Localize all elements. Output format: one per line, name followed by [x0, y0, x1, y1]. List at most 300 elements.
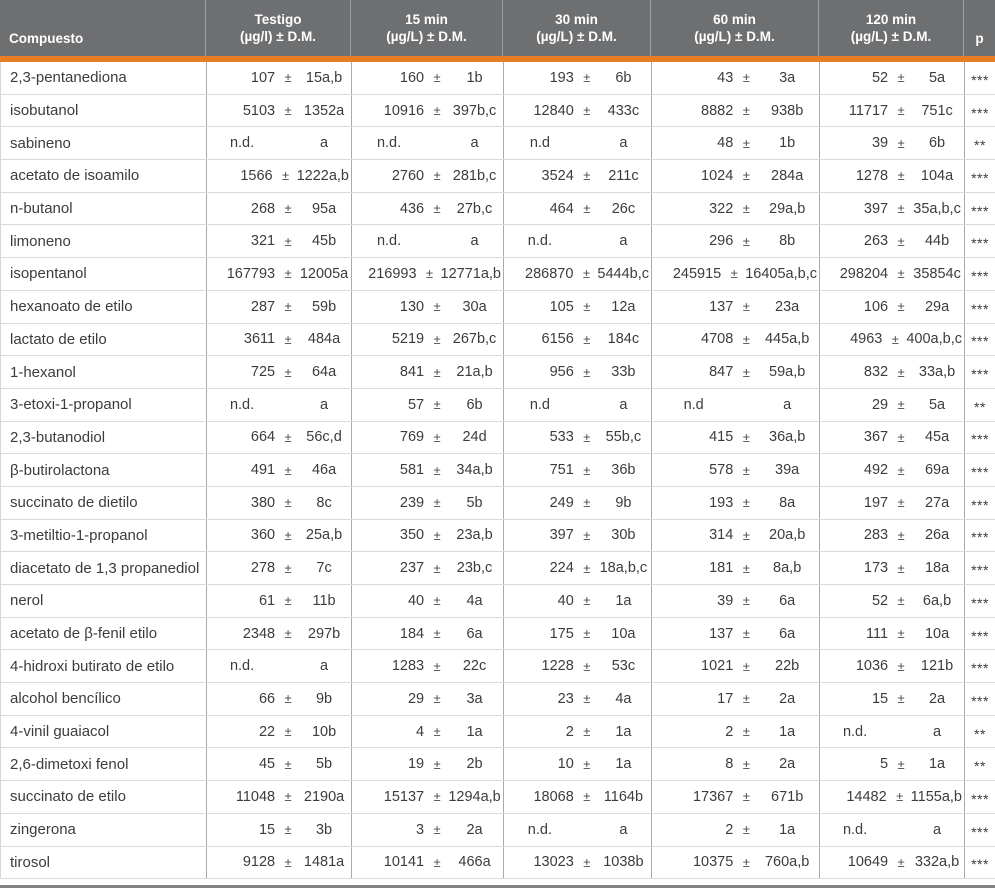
value-text: 956: [549, 364, 574, 381]
group-header-line2: (µg/L) ± D.M.: [694, 29, 775, 44]
measurement-cell: [651, 62, 819, 94]
measurement-cell: [206, 748, 351, 780]
deviation-text: a: [783, 396, 792, 413]
value-text: 2: [565, 723, 574, 740]
plus-minus-sign: ±: [742, 233, 750, 249]
measurement-cell: [351, 127, 503, 159]
significance-cell: ***: [964, 487, 995, 519]
table-row: [0, 356, 995, 389]
measurement-cell: [351, 95, 503, 127]
deviation-text: 1a: [615, 723, 632, 740]
deviation-text: 1a: [779, 723, 796, 740]
measurement-cell: [819, 847, 964, 879]
deviation-text: 104a: [920, 167, 954, 184]
measurement-cell: [206, 160, 351, 192]
value-text: 245915: [672, 265, 722, 282]
value-text: n.d: [529, 135, 550, 152]
plus-minus-sign: ±: [742, 462, 750, 478]
measurement-cell: [503, 160, 651, 192]
table-row: [0, 847, 995, 880]
deviation-text: 64a: [311, 364, 337, 381]
measurement-cell: [819, 716, 964, 748]
plus-minus-sign: ±: [742, 495, 750, 511]
plus-minus-sign: ±: [583, 364, 591, 380]
value-text: 296: [709, 233, 734, 250]
compound-cell: zingerona: [10, 821, 76, 839]
deviation-text: 751c: [921, 102, 953, 119]
measurement-cell: [503, 487, 651, 519]
value-text: 193: [709, 494, 734, 511]
measurement-cell: [819, 193, 964, 225]
measurement-cell: [819, 748, 964, 780]
value-text: 492: [863, 462, 889, 479]
measurement-cell: [206, 291, 351, 323]
deviation-text: 8b: [779, 233, 796, 250]
value-text: 5219: [391, 331, 425, 348]
plus-minus-sign: ±: [742, 364, 750, 380]
plus-minus-sign: ±: [284, 822, 292, 838]
value-text: 581: [399, 462, 425, 479]
value-text: 6156: [541, 331, 574, 348]
deviation-text: 35854c: [913, 265, 961, 282]
plus-minus-sign: ±: [583, 724, 591, 740]
plus-minus-sign: ±: [742, 560, 750, 576]
measurement-cell: [819, 520, 964, 552]
measurement-cell: [819, 422, 964, 454]
value-text: 17: [717, 690, 734, 707]
deviation-text: 1038b: [603, 854, 644, 871]
measurement-cell: [503, 127, 651, 159]
value-text: 249: [549, 494, 574, 511]
plus-minus-sign: ±: [897, 135, 905, 151]
deviation-text: 121b: [920, 658, 954, 675]
deviation-text: 27b,c: [456, 200, 493, 217]
measurement-cell: [351, 454, 503, 486]
value-text: 237: [399, 560, 425, 577]
significance-cell: **: [964, 748, 995, 780]
plus-minus-sign: ±: [284, 495, 292, 511]
plus-minus-sign: ±: [284, 462, 292, 478]
table-row: [0, 716, 995, 749]
deviation-text: 23a: [775, 298, 800, 315]
plus-minus-sign: ±: [433, 593, 441, 609]
significance-cell: ***: [964, 225, 995, 257]
deviation-text: a: [619, 233, 628, 250]
deviation-text: 5b: [466, 494, 483, 511]
value-text: 751: [549, 462, 574, 479]
plus-minus-sign: ±: [433, 691, 441, 707]
plus-minus-sign: ±: [897, 397, 905, 413]
group-header-line1: 30 min: [555, 12, 598, 27]
significance-cell: ***: [964, 454, 995, 486]
value-text: 847: [709, 364, 734, 381]
value-text: 105: [549, 298, 574, 315]
plus-minus-sign: ±: [897, 70, 905, 86]
measurement-cell: [651, 127, 819, 159]
measurement-cell: [351, 618, 503, 650]
measurement-cell: [651, 552, 819, 584]
deviation-text: 1a: [928, 756, 946, 773]
plus-minus-sign: ±: [897, 626, 905, 642]
deviation-text: a: [470, 233, 479, 250]
compound-cell: 3-metiltio-1-propanol: [10, 526, 148, 544]
measurement-cell: [503, 683, 651, 715]
measurement-cell: [651, 389, 819, 421]
measurement-cell: [351, 520, 503, 552]
plus-minus-sign: ±: [433, 201, 441, 217]
deviation-text: 6b: [466, 396, 483, 413]
plus-minus-sign: ±: [433, 822, 441, 838]
value-text: 216993: [368, 265, 417, 282]
deviation-text: 1164b: [603, 788, 644, 805]
plus-minus-sign: ±: [897, 756, 905, 772]
value-text: 15: [258, 821, 276, 838]
compound-cell: lactato de etilo: [10, 330, 107, 348]
measurement-cell: [819, 291, 964, 323]
value-text: n.d: [529, 396, 550, 413]
measurement-cell: [351, 683, 503, 715]
measurement-cell: [503, 650, 651, 682]
measurement-cell: [819, 781, 964, 813]
deviation-text: 44b: [924, 233, 950, 250]
deviation-text: 34a,b: [456, 462, 493, 479]
value-text: 57: [407, 396, 425, 413]
table-row: [0, 95, 995, 128]
deviation-text: 938b: [771, 102, 804, 119]
deviation-text: a: [320, 135, 329, 152]
deviation-text: a: [320, 396, 329, 413]
plus-minus-sign: ±: [897, 854, 905, 870]
deviation-text: 35a,b,c: [913, 200, 961, 217]
deviation-text: a: [320, 658, 329, 675]
group-header-line2: (µg/L) ± D.M.: [386, 29, 467, 44]
deviation-text: a: [933, 821, 942, 838]
measurement-cell: [206, 356, 351, 388]
compound-cell: acetato de isoamilo: [10, 167, 140, 185]
significance-cell: ***: [964, 520, 995, 552]
plus-minus-sign: ±: [284, 331, 292, 347]
plus-minus-sign: ±: [583, 70, 591, 86]
compound-cell: sabineno: [10, 134, 71, 152]
measurement-cell: [351, 160, 503, 192]
measurement-cell: [351, 781, 503, 813]
value-text: 197: [863, 494, 889, 511]
plus-minus-sign: ±: [897, 658, 905, 674]
deviation-text: 6a,b: [922, 592, 952, 609]
value-text: 12840: [533, 102, 574, 119]
measurement-cell: [651, 454, 819, 486]
deviation-text: 4a: [466, 592, 483, 609]
plus-minus-sign: ±: [433, 70, 441, 86]
measurement-cell: [206, 552, 351, 584]
measurement-cell: [206, 62, 351, 94]
value-text: 283: [863, 527, 889, 544]
significance-cell: ***: [964, 160, 995, 192]
plus-minus-sign: ±: [742, 168, 750, 184]
table-row: [0, 585, 995, 618]
measurement-cell: [819, 258, 964, 290]
value-text: 491: [250, 462, 276, 479]
value-text: 13023: [533, 854, 574, 871]
measurement-cell: [503, 618, 651, 650]
value-text: 39: [871, 135, 889, 152]
measurement-cell: [351, 716, 503, 748]
measurement-cell: [206, 389, 351, 421]
value-text: 1278: [855, 167, 889, 184]
measurement-cell: [206, 520, 351, 552]
deviation-text: 69a: [924, 462, 950, 479]
measurement-cell: [206, 193, 351, 225]
deviation-text: 1a: [615, 756, 632, 773]
group-header-line1: 120 min: [865, 12, 917, 27]
plus-minus-sign: ±: [583, 527, 591, 543]
significance-cell: ***: [964, 291, 995, 323]
measurement-cell: [351, 650, 503, 682]
deviation-text: 1352a: [303, 102, 345, 119]
plus-minus-sign: ±: [284, 724, 292, 740]
measurement-cell: [819, 160, 964, 192]
compound-cell: succinato de dietilo: [10, 494, 138, 512]
measurement-cell: [651, 258, 819, 290]
plus-minus-sign: ±: [433, 299, 441, 315]
measurement-cell: [819, 585, 964, 617]
compound-cell: n-butanol: [10, 200, 73, 218]
plus-minus-sign: ±: [284, 70, 292, 86]
value-text: 10: [557, 756, 574, 773]
value-text: 832: [863, 364, 889, 381]
value-text: 15: [871, 690, 889, 707]
value-text: 533: [549, 429, 574, 446]
plus-minus-sign: ±: [742, 658, 750, 674]
plus-minus-sign: ±: [583, 756, 591, 772]
value-text: 10916: [383, 102, 425, 119]
measurement-cell: [651, 225, 819, 257]
compound-cell: hexanoato de etilo: [10, 298, 133, 316]
value-text: 173: [863, 560, 889, 577]
measurement-cell: [651, 324, 819, 356]
significance-cell: ***: [964, 324, 995, 356]
measurement-cell: [503, 520, 651, 552]
value-text: 1036: [855, 658, 889, 675]
deviation-text: 27a: [924, 494, 950, 511]
value-text: 1283: [391, 658, 425, 675]
plus-minus-sign: ±: [742, 593, 750, 609]
deviation-text: 1a: [615, 592, 632, 609]
plus-minus-sign: ±: [433, 560, 441, 576]
table-row: [0, 324, 995, 357]
measurement-cell: [651, 683, 819, 715]
plus-minus-sign: ±: [742, 789, 750, 805]
significance-cell: ***: [964, 618, 995, 650]
measurement-cell: [351, 291, 503, 323]
deviation-text: 1b: [466, 69, 483, 86]
table-row: [0, 160, 995, 193]
value-text: 45: [258, 756, 276, 773]
plus-minus-sign: ±: [742, 429, 750, 445]
measurement-cell: [651, 422, 819, 454]
value-text: 66: [258, 690, 276, 707]
plus-minus-sign: ±: [284, 233, 292, 249]
deviation-text: 484a: [307, 331, 341, 348]
table-body: [0, 62, 995, 879]
deviation-text: 18a,b,c: [599, 560, 648, 577]
deviation-text: 3b: [315, 821, 333, 838]
measurement-cell: [503, 814, 651, 846]
plus-minus-sign: ±: [284, 560, 292, 576]
value-text: 380: [250, 494, 276, 511]
deviation-text: 1a: [466, 723, 483, 740]
value-text: 287: [250, 298, 276, 315]
plus-minus-sign: ±: [583, 691, 591, 707]
plus-minus-sign: ±: [583, 854, 591, 870]
deviation-text: 211c: [608, 167, 639, 184]
plus-minus-sign: ±: [433, 658, 441, 674]
deviation-text: 95a: [311, 200, 337, 217]
value-text: 1566: [240, 167, 273, 184]
table-row: [0, 454, 995, 487]
measurement-cell: [651, 95, 819, 127]
plus-minus-sign: ±: [282, 168, 290, 184]
measurement-cell: [206, 454, 351, 486]
value-text: 40: [557, 592, 574, 609]
plus-minus-sign: ±: [583, 168, 591, 184]
value-text: 11048: [235, 788, 276, 805]
deviation-text: a: [470, 135, 479, 152]
measurement-cell: [819, 95, 964, 127]
plus-minus-sign: ±: [897, 527, 905, 543]
value-text: 48: [717, 135, 734, 152]
value-text: 298204: [839, 265, 889, 282]
deviation-text: 284a: [771, 167, 804, 184]
plus-minus-sign: ±: [433, 789, 441, 805]
plus-minus-sign: ±: [583, 429, 591, 445]
plus-minus-sign: ±: [891, 331, 899, 347]
plus-minus-sign: ±: [433, 103, 441, 119]
plus-minus-sign: ±: [284, 854, 292, 870]
value-text: 4: [416, 723, 425, 740]
measurement-cell: [351, 356, 503, 388]
value-text: n.d.: [527, 233, 552, 250]
deviation-text: 18a: [924, 560, 950, 577]
deviation-text: 400a,b,c: [906, 331, 962, 348]
value-text: 3524: [541, 167, 574, 184]
plus-minus-sign: ±: [284, 364, 292, 380]
plus-minus-sign: ±: [284, 103, 292, 119]
value-text: 769: [399, 429, 425, 446]
significance-cell: ***: [964, 193, 995, 225]
value-text: 397: [863, 200, 889, 217]
compound-cell: isobutanol: [10, 102, 79, 120]
value-text: n.d.: [229, 135, 255, 152]
measurement-cell: [503, 291, 651, 323]
compound-cell: isopentanol: [10, 265, 87, 283]
value-text: 5103: [242, 102, 276, 119]
significance-cell: ***: [964, 585, 995, 617]
value-text: 2760: [391, 167, 425, 184]
value-text: 321: [250, 233, 276, 250]
plus-minus-sign: ±: [742, 201, 750, 217]
deviation-text: 59a,b: [769, 364, 806, 381]
deviation-text: 7c: [316, 560, 332, 577]
deviation-text: 2b: [466, 756, 483, 773]
plus-minus-sign: ±: [433, 626, 441, 642]
plus-minus-sign: ±: [284, 527, 292, 543]
deviation-text: 433c: [607, 102, 640, 119]
measurement-cell: [206, 258, 351, 290]
plus-minus-sign: ±: [583, 789, 591, 805]
deviation-text: 12005a: [299, 265, 349, 282]
value-text: 360: [250, 527, 276, 544]
value-text: 10375: [692, 854, 734, 871]
compound-cell: 2,3-butanodiol: [10, 428, 106, 446]
p-header-label: p: [975, 31, 984, 46]
plus-minus-sign: ±: [897, 560, 905, 576]
deviation-text: 2a: [779, 756, 796, 773]
deviation-text: 466a: [458, 854, 491, 871]
compound-cell: alcohol bencílico: [10, 690, 121, 708]
plus-minus-sign: ±: [583, 103, 591, 119]
measurement-cell: [206, 716, 351, 748]
significance-cell: ***: [964, 552, 995, 584]
measurement-cell: [351, 847, 503, 879]
measurement-cell: [503, 62, 651, 94]
deviation-text: 33b: [611, 364, 636, 381]
measurement-cell: [206, 225, 351, 257]
plus-minus-sign: ±: [742, 756, 750, 772]
value-text: 350: [399, 527, 425, 544]
value-text: n.d: [683, 396, 704, 413]
deviation-text: 1a: [779, 821, 796, 838]
plus-minus-sign: ±: [284, 789, 292, 805]
value-text: n.d.: [842, 821, 868, 838]
group-header-line2: (µg/L) ± D.M.: [536, 29, 617, 44]
column-header-30min: [502, 0, 650, 56]
value-text: 725: [250, 364, 276, 381]
measurement-cell: [651, 160, 819, 192]
deviation-text: 20a,b: [769, 527, 806, 544]
measurement-cell: [351, 324, 503, 356]
deviation-text: 24d: [462, 429, 487, 446]
group-header-line2: (µg/L) ± D.M.: [850, 29, 932, 44]
plus-minus-sign: ±: [583, 593, 591, 609]
plus-minus-sign: ±: [897, 462, 905, 478]
table-row: [0, 552, 995, 585]
measurement-cell: [206, 814, 351, 846]
plus-minus-sign: ±: [897, 103, 905, 119]
significance-cell: ***: [964, 95, 995, 127]
value-text: 17367: [692, 788, 734, 805]
deviation-text: 3a: [779, 69, 796, 86]
deviation-text: 56c,d: [306, 429, 342, 446]
compound-cell: 4-hidroxi butirato de etilo: [10, 657, 175, 675]
deviation-text: 46a: [311, 462, 337, 479]
plus-minus-sign: ±: [425, 266, 434, 282]
plus-minus-sign: ±: [897, 201, 905, 217]
deviation-text: 332a,b: [914, 854, 960, 871]
plus-minus-sign: ±: [742, 299, 750, 315]
measurement-cell: [503, 781, 651, 813]
plus-minus-sign: ±: [742, 691, 750, 707]
measurement-cell: [503, 193, 651, 225]
plus-minus-sign: ±: [284, 691, 292, 707]
plus-minus-sign: ±: [284, 626, 292, 642]
deviation-text: 760a,b: [764, 854, 810, 871]
plus-minus-sign: ±: [582, 266, 590, 282]
deviation-text: 6a: [466, 625, 483, 642]
measurement-cell: [651, 716, 819, 748]
value-text: 107: [250, 69, 276, 86]
deviation-text: a: [933, 723, 942, 740]
